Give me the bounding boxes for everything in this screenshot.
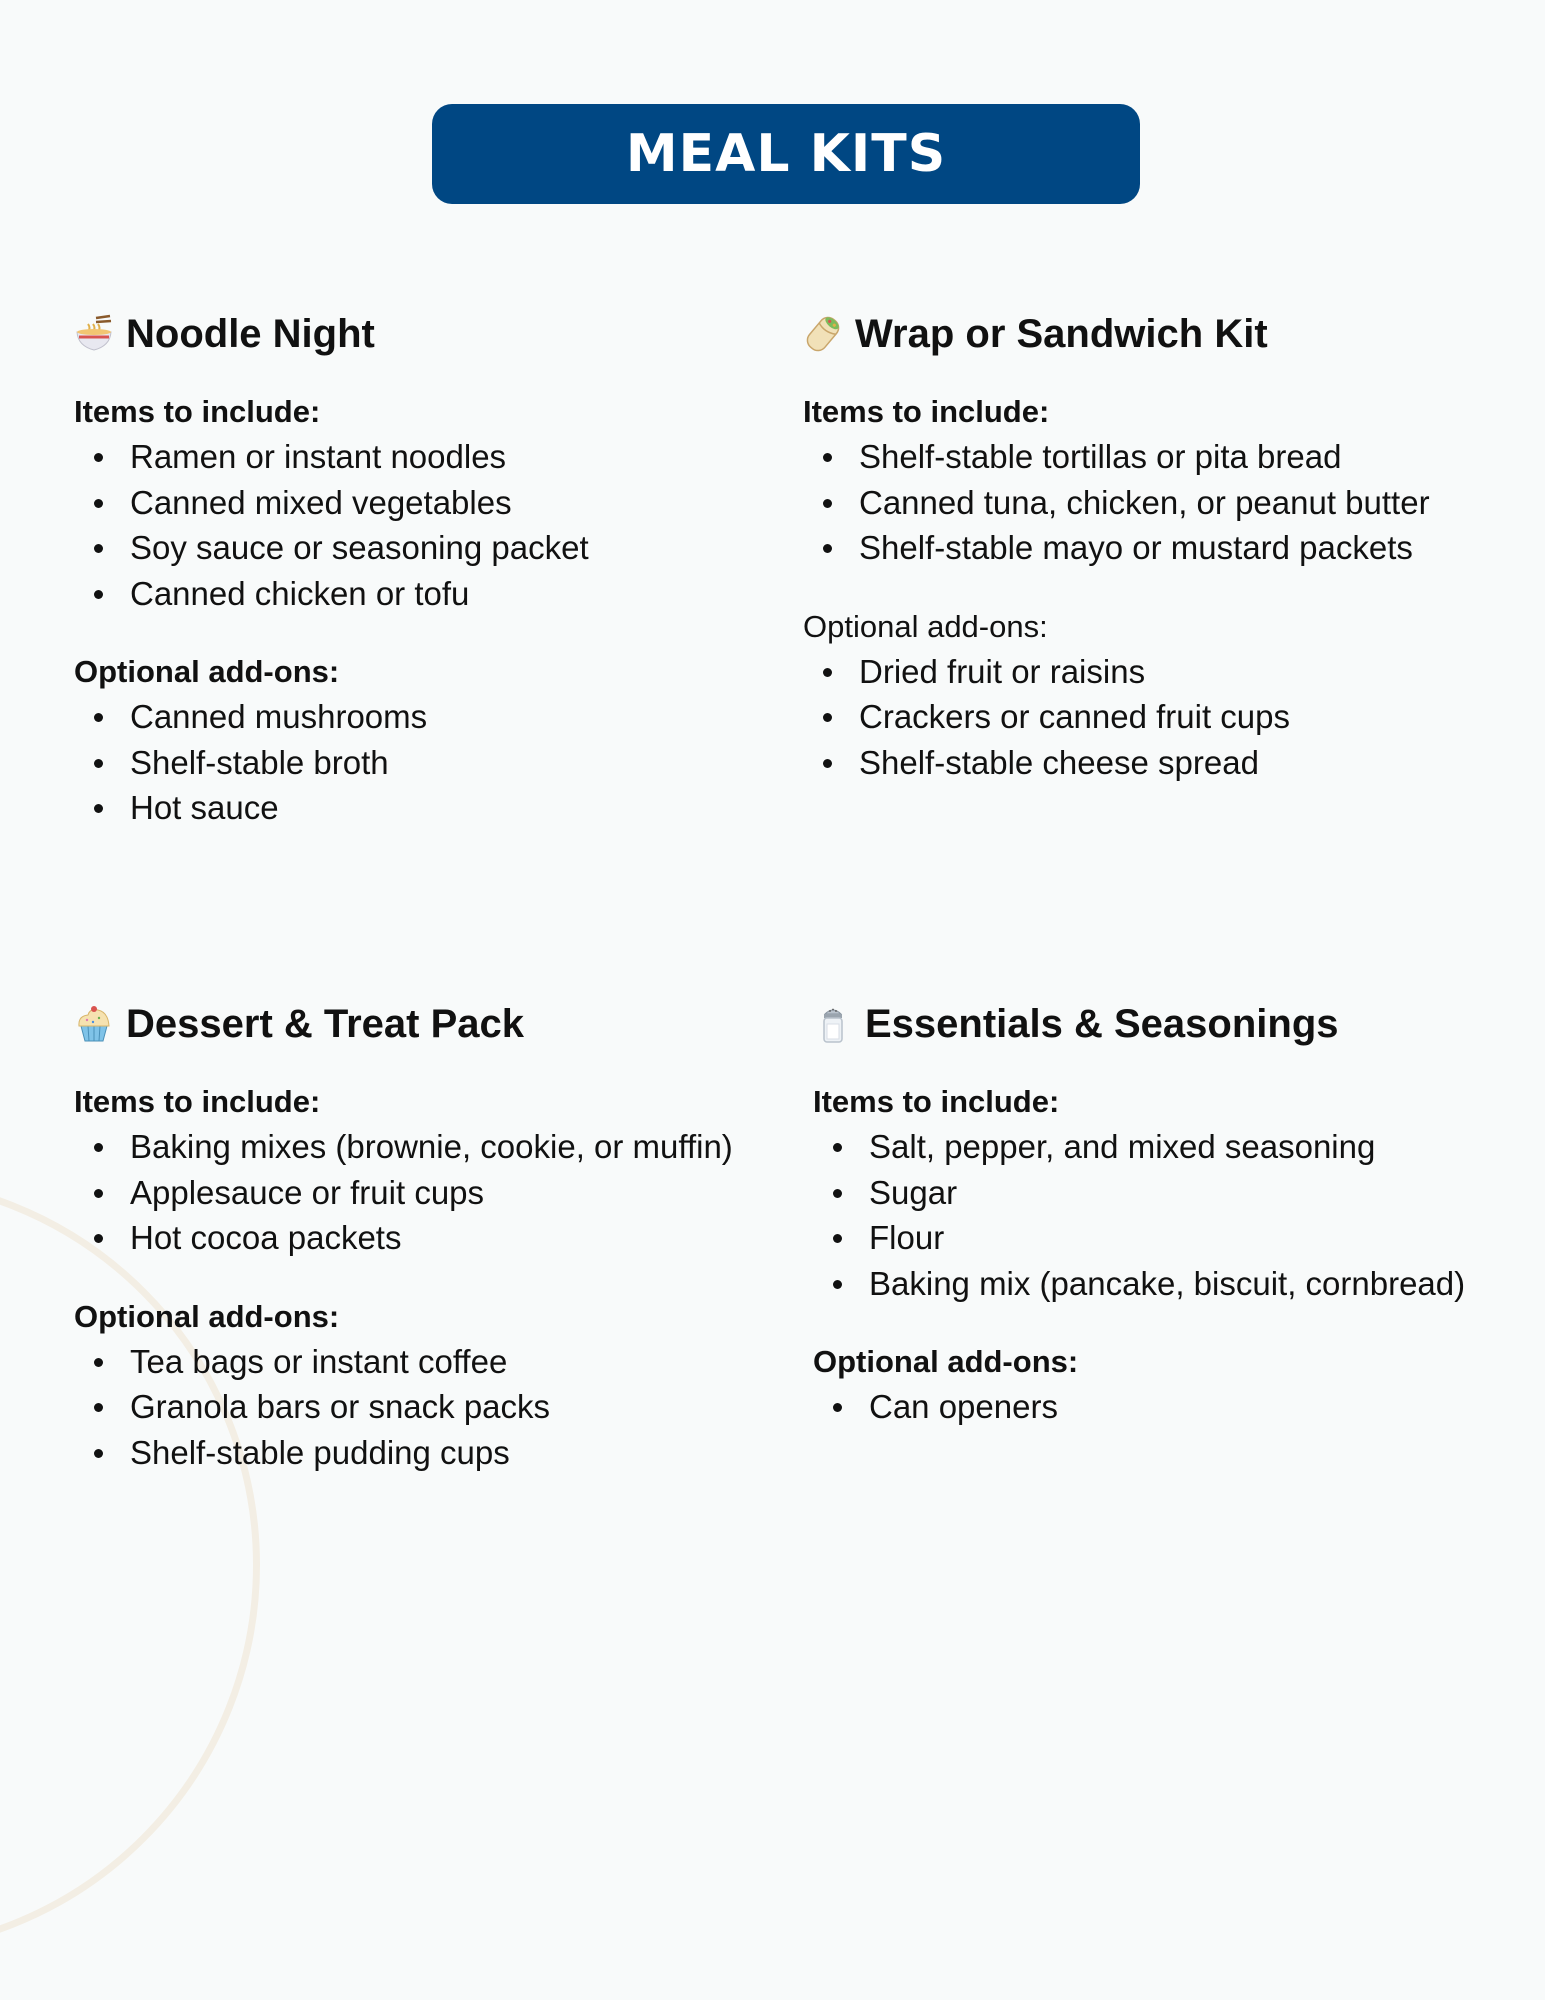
cupcake-icon <box>74 1004 114 1044</box>
list-item: Soy sauce or seasoning packet <box>74 525 589 571</box>
list-item: Shelf-stable cheese spread <box>803 740 1430 786</box>
list-item: Applesauce or fruit cups <box>74 1170 733 1216</box>
optional-label: Optional add-ons: <box>74 1298 340 1334</box>
include-label: Items to include: <box>813 1084 1060 1119</box>
list-item: Canned mushrooms <box>74 694 589 740</box>
include-label: Items to include: <box>74 394 321 429</box>
list-item: Shelf-stable pudding cups <box>74 1430 733 1476</box>
noodle-bowl-icon <box>74 314 114 354</box>
title-banner <box>432 104 1140 204</box>
list-item: Granola bars or snack packs <box>74 1384 733 1430</box>
list-item: Hot cocoa packets <box>74 1215 733 1261</box>
list-item: Shelf-stable mayo or mustard packets <box>803 525 1430 571</box>
optional-list <box>813 1384 1465 1430</box>
optional-label: Optional add-ons: <box>813 1344 1079 1379</box>
list-item: Shelf-stable broth <box>74 740 589 786</box>
list-item: Crackers or canned fruit cups <box>803 694 1430 740</box>
list-item: Sugar <box>813 1170 1465 1216</box>
list-item: Dried fruit or raisins <box>803 649 1430 695</box>
list-item: Canned tuna, chicken, or peanut butter <box>803 480 1430 526</box>
section-dessert-treat-pack <box>74 996 733 1475</box>
section-heading <box>813 996 1465 1052</box>
optional-list <box>803 649 1430 786</box>
salt-shaker-icon <box>813 1004 853 1044</box>
page-title: MEAL KITS <box>625 124 947 184</box>
list-item: Flour <box>813 1215 1465 1261</box>
list-item: Shelf-stable tortillas or pita bread <box>803 434 1430 480</box>
include-label: Items to include: <box>803 394 1050 429</box>
section-heading <box>74 996 733 1052</box>
section-noodle-night <box>74 306 589 831</box>
section-title: Noodle Night <box>126 311 375 356</box>
include-list <box>813 1124 1465 1306</box>
optional-list <box>74 694 589 831</box>
list-item: Can openers <box>813 1384 1465 1430</box>
include-list <box>74 434 589 616</box>
list-item: Canned chicken or tofu <box>74 571 589 617</box>
list-item: Salt, pepper, and mixed seasoning <box>813 1124 1465 1170</box>
burrito-wrap-icon <box>803 314 843 354</box>
include-label: Items to include: <box>74 1084 321 1119</box>
section-essentials-seasonings <box>813 996 1465 1430</box>
list-item: Canned mixed vegetables <box>74 480 589 526</box>
section-title: Wrap or Sandwich Kit <box>855 311 1268 356</box>
section-heading <box>74 306 589 362</box>
section-wrap-sandwich-kit <box>803 306 1430 785</box>
optional-label: Optional add-ons: <box>803 608 1048 644</box>
section-heading <box>803 306 1430 362</box>
list-item: Baking mixes (brownie, cookie, or muffin) <box>74 1124 733 1170</box>
list-item: Tea bags or instant coffee <box>74 1339 733 1385</box>
list-item: Baking mix (pancake, biscuit, cornbread) <box>813 1261 1465 1307</box>
section-title: Essentials & Seasonings <box>865 1001 1339 1046</box>
include-list <box>803 434 1430 571</box>
list-item: Hot sauce <box>74 785 589 831</box>
section-title: Dessert & Treat Pack <box>126 1001 525 1046</box>
optional-label: Optional add-ons: <box>74 654 340 689</box>
include-list <box>74 1124 733 1261</box>
optional-list <box>74 1339 733 1476</box>
list-item: Ramen or instant noodles <box>74 434 589 480</box>
